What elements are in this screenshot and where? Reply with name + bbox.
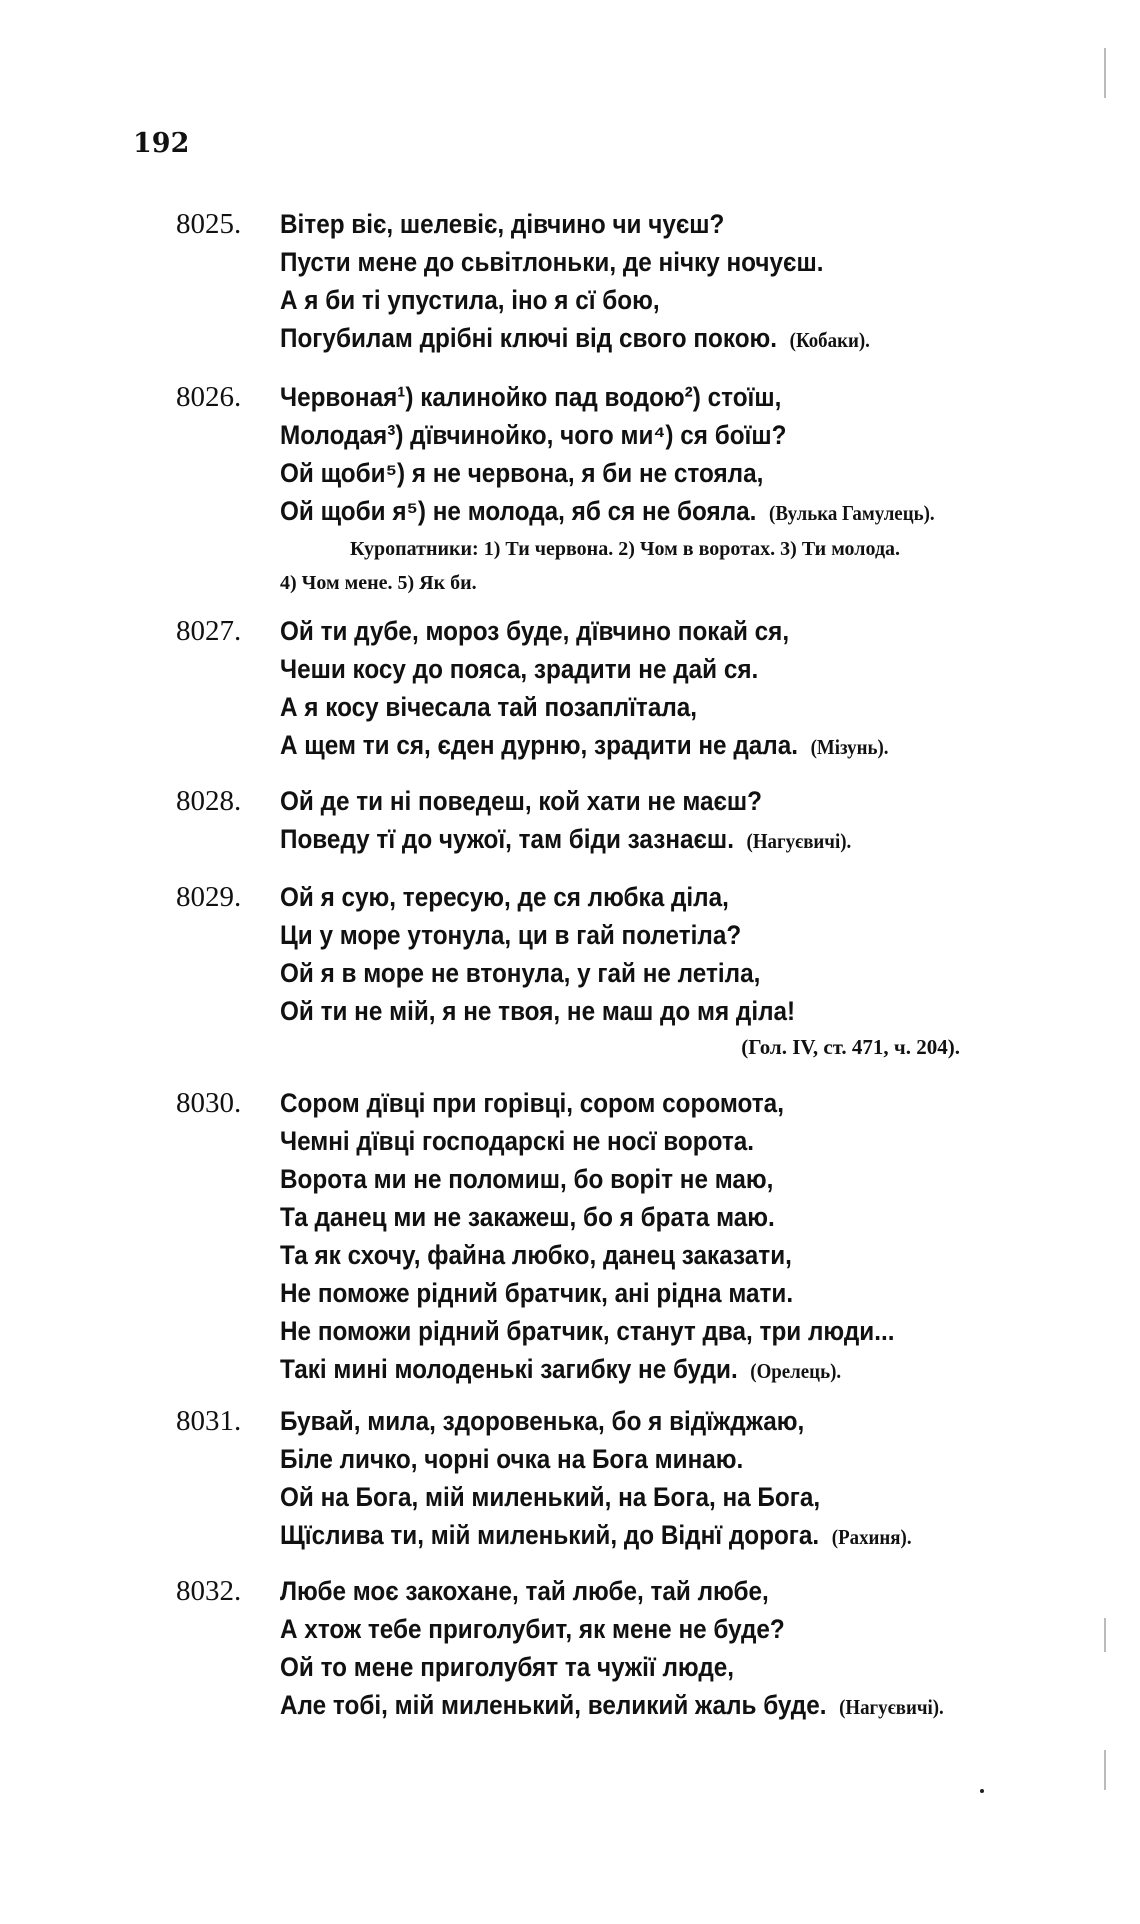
- scan-margin-line: [1104, 48, 1106, 98]
- scan-dot: [980, 1789, 984, 1793]
- verse-line: Не поможе рідний братчик, ані рідна мати.: [280, 1278, 794, 1308]
- source-label: (Мізунь).: [810, 735, 889, 759]
- verse-line: А я косу вічесала тай позаплїтала,: [280, 692, 698, 722]
- verse-line: Та як схочу, файна любко, данец заказати,: [280, 1240, 792, 1270]
- verse-lines: [280, 378, 1070, 600]
- verse-line: Молодая³) дївчинойко, чого ми⁴) ся боїш?: [280, 420, 787, 450]
- source-label: (Рахиня).: [831, 1525, 912, 1549]
- verse-line: Ой то мене приголубят та чужії люде,: [280, 1652, 735, 1682]
- entry-number: 8028.: [176, 785, 242, 817]
- verse-text: А щем ти ся, єден дурню, зрадити не дала.: [280, 730, 798, 760]
- verse-line: Не поможи рідний братчик, станут два, три люди...: [280, 1316, 895, 1346]
- verse-text: Такі мині молоденькі загибку не буди.: [280, 1354, 738, 1384]
- verse-text: Ой щоби я⁵) не молода, яб ся не бояла.: [280, 496, 757, 526]
- verse-line: Біле личко, чорні очка на Бога минаю.: [280, 1444, 744, 1474]
- source-label: (Нагуєвичі).: [839, 1695, 944, 1719]
- verse-line: [280, 319, 991, 359]
- source-label: (Кобаки).: [789, 328, 870, 352]
- verse-lines: [280, 205, 1070, 359]
- verse-lines: [280, 782, 1070, 860]
- variants-note-cont: 4) Чом мене. 5) Як би.: [280, 572, 477, 594]
- verse-line: Ой де ти ні поведеш, кой хати не маєш?: [280, 786, 763, 816]
- source-label: (Вулька Гамулець).: [769, 501, 935, 525]
- page-number: 192: [133, 128, 190, 159]
- verse-line: [280, 492, 991, 532]
- verse-text: Але тобі, мій миленький, великий жаль буде.: [280, 1690, 827, 1720]
- verse-lines: [280, 1084, 1070, 1390]
- verse-line: [280, 1516, 991, 1556]
- source-label: (Орелець).: [750, 1359, 842, 1383]
- entry-number: 8031.: [176, 1405, 242, 1437]
- entry-number: 8032.: [176, 1575, 242, 1607]
- verse-lines: [280, 612, 1070, 766]
- scan-margin-line: [1104, 1618, 1106, 1652]
- variants-line-1: Куропатники: 1) Ти червона. 2) Чом в воротах. 3) Ти молода.: [350, 538, 901, 560]
- entry-number: 8029.: [176, 881, 242, 913]
- verse-line: Чеши косу до пояса, зрадити не дай ся.: [280, 654, 759, 684]
- verse-line: Вітер віє, шелевіє, дівчино чи чуєш?: [280, 209, 725, 239]
- verse-line: [280, 1686, 991, 1726]
- verse-line: Бувай, мила, здоровенька, бо я відїжджаю,: [280, 1406, 805, 1436]
- verse-line: Ой я сую, тересую, де ся любка діла,: [280, 882, 729, 912]
- verse-text: Погубилам дрібні ключі від свого покою.: [280, 323, 778, 353]
- verse-line: Ци у море утонула, ци в гай полетіла?: [280, 920, 742, 950]
- verse-line: А хтож тебе приголубит, як мене не буде?: [280, 1614, 785, 1644]
- verse-line: Ворота ми не поломиш, бо воріт не маю,: [280, 1164, 774, 1194]
- verse-text: Щїслива ти, мій миленький, до Віднї дорога.: [280, 1520, 820, 1550]
- entry-number: 8027.: [176, 615, 242, 647]
- verse-line: Любе моє закохане, тай любе, тай любе,: [280, 1576, 769, 1606]
- verse-line: [280, 1350, 991, 1390]
- entry-number: 8030.: [176, 1087, 242, 1119]
- verse-lines: [280, 1572, 1070, 1726]
- verse-text: Поведу тї до чужої, там біди зазнаєш.: [280, 824, 734, 854]
- verse-line: А я би ті упустила, іно я сї бою,: [280, 285, 660, 315]
- verse-line: Сором дївці при горівці, сором соромота,: [280, 1088, 784, 1118]
- entry-number: 8026.: [176, 381, 242, 413]
- verse-line: Пусти мене до сьвітлоньки, де нічку ночуєш.: [280, 247, 824, 277]
- scan-margin-line: [1104, 1750, 1106, 1790]
- verse-line: Ой ти дубе, мороз буде, дївчино покай ся,: [280, 616, 790, 646]
- verse-line: Чемні дївці господарскі не носї ворота.: [280, 1126, 755, 1156]
- variants-note: [280, 532, 1070, 566]
- verse-line: [280, 820, 991, 860]
- verse-line: Ой на Бога, мій миленький, на Бога, на Бога,: [280, 1482, 821, 1512]
- verse-line: Та данец ми не закажеш, бо я брата маю.: [280, 1202, 775, 1232]
- verse-line: Ой я в море не втонула, у гай не летіла,: [280, 958, 761, 988]
- entry-number: 8025.: [176, 208, 242, 240]
- verse-line: Ой щоби⁵) я не червона, я би не стояла,: [280, 458, 764, 488]
- verse-lines: [280, 878, 1070, 1064]
- verse-line: [280, 726, 991, 766]
- verse-line: Червоная¹) калинойко пад водою²) стоїш,: [280, 382, 782, 412]
- source-label: (Гол. IV, ст. 471, ч. 204).: [741, 1035, 960, 1059]
- source-label: (Нагуєвичі).: [746, 829, 852, 853]
- verse-lines: [280, 1402, 1070, 1556]
- verse-line: Ой ти не мій, я не твоя, не маш до мя діла!: [280, 996, 796, 1026]
